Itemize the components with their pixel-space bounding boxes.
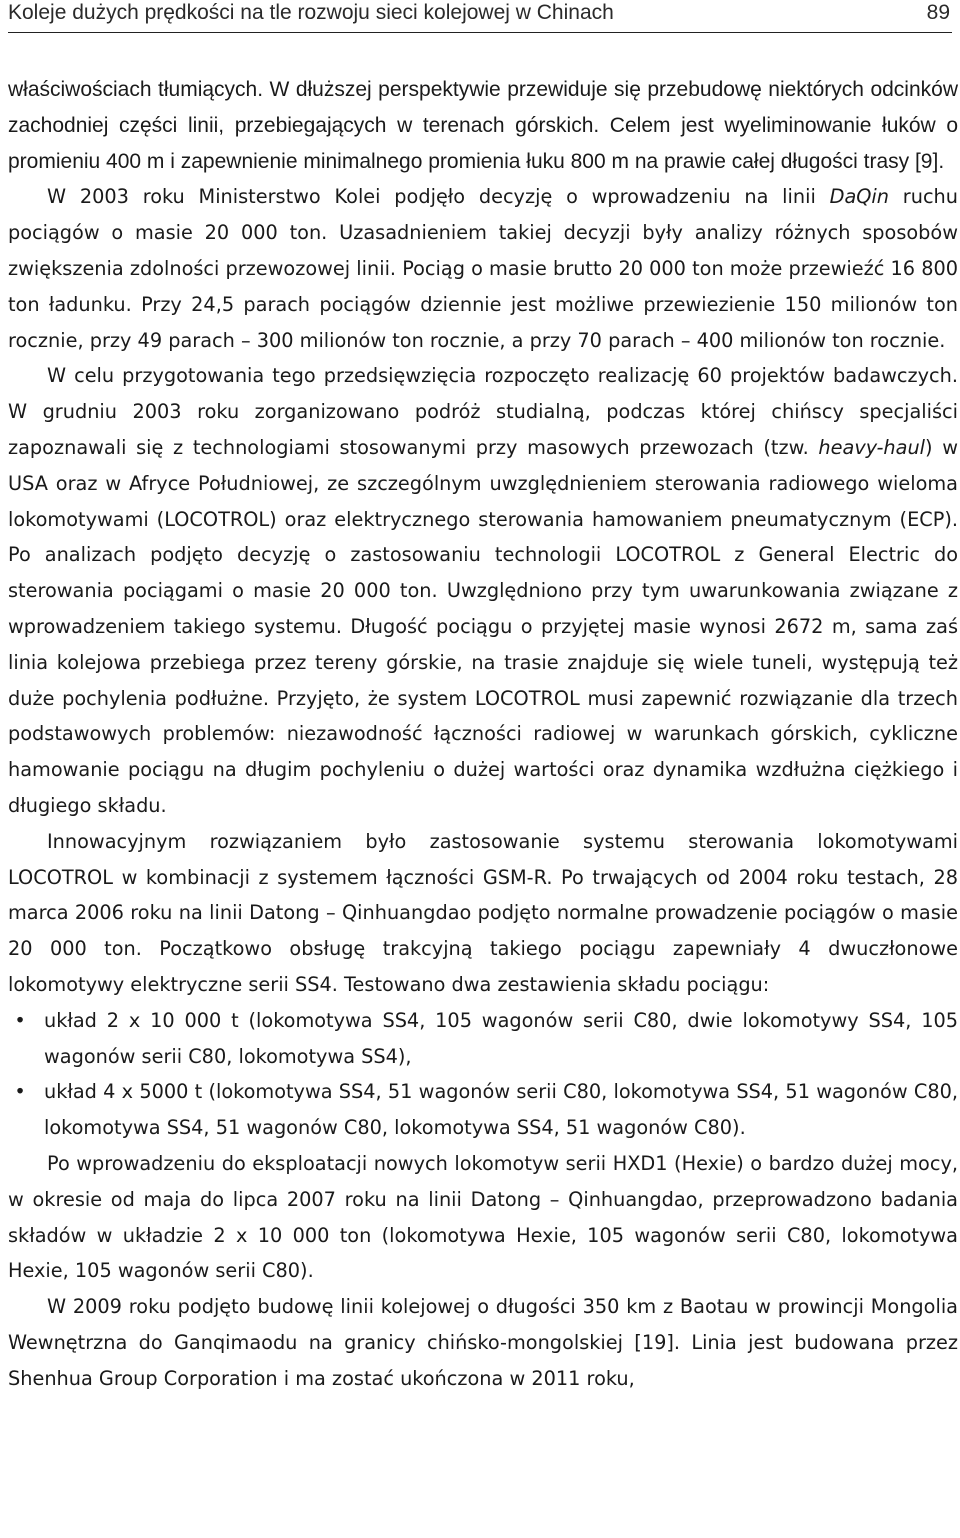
running-header bbox=[8, 0, 952, 33]
running-title: Koleje dużych prędkości na tle rozwoju sieci kolejowej w Chinach bbox=[8, 1, 614, 24]
bullet-list bbox=[8, 1003, 958, 1146]
body-text bbox=[8, 72, 958, 1396]
italic-line-name: DaQin bbox=[829, 185, 890, 209]
list-item: • układ 4 x 5000 t (lokomotywa SS4, 51 wagonów serii C80, lokomotywa SS4, 51 wagonów C80, lokomotywa SS4, 51 wagonów C80, lokomotywa SS4, 51 wagonów C80). bbox=[8, 1074, 958, 1146]
list-item: • układ 2 x 10 000 t (lokomotywa SS4, 105 wagonów serii C80, dwie lokomotywy SS4, 105 wagonów serii C80, lokomotywa SS4), bbox=[8, 1003, 958, 1075]
page-number: 89 bbox=[926, 1, 950, 24]
italic-heavy-haul: heavy-haul bbox=[818, 435, 926, 459]
paragraph-daqin: W 2003 roku Ministerstwo Kolei podjęło decyzję o wprowadzeniu na linii DaQin ruchu pociągów o masie 20 000 ton. Uzasadnieniem takiej decyzji były analizy różnych sposobów zwiększenia zdolności przewozowej linii. Pociąg o masie brutto 20 000 ton może przewieźć 16 800 ton ładunku. Przy 24,5 parach pociągów dziennie jest możliwe przewiezienie 150 milionów ton rocznie, przy 49 parach – 300 milionów ton rocznie, a przy 70 parach – 400 milionów ton rocznie. bbox=[8, 185, 958, 352]
paragraph-continuation: właściwościach tłumiących. W dłuższej perspektywie przewiduje się przebudowę niektórych odcinków zachodniej części linii, przebiegających w terenach górskich. Celem jest wyeliminowanie łuków o promieniu 400 m i zapewnienie minimalnego promienia łuku 800 m na prawie całej długości trasy [9]. bbox=[8, 78, 958, 173]
paragraph-research: W celu przygotowania tego przedsięwzięcia rozpoczęto realizację 60 projektów badawczych. W grudniu 2003 roku zorganizowano podróż studialną, podczas której chińscy specjaliści zapoznawali się z technologiami stosowanymi przy masowych przewozach (tzw. heavy-haul) w USA oraz w Afryce Południowej, ze szczególnym uwzględnieniem sterowania radiowego wieloma lokomotywami (LOCOTROL) oraz elektrycznego sterowania hamowaniem pneumatycznym (ECP). Po analizach podjęto decyzję o zastosowaniu technologii LOCOTROL z General Electric do sterowania pociągami o masie 20 000 ton. Uwzględniono przy tym uwarunkowania związane z wprowadzeniem takiego systemu. Długość pociągu o przyjętej masie wynosi 2672 m, sama zaś linia kolejowa przebiega przez tereny górskie, na trasie znajduje się wiele tuneli, występują też duże pochylenia podłużne. Przyjęto, że system LOCOTROL musi zapewnić rozwiązanie dla trzech podstawowych problemów: niezawodność łączności radiowej w warunkach górskich, cykliczne hamowanie pociągu na długim pochyleniu o dużej wartości oraz dynamika wzdłużna ciężkiego i długiego składu. bbox=[8, 364, 959, 817]
bullet-icon: • bbox=[14, 1008, 26, 1032]
paragraph-hxd1: Po wprowadzeniu do eksploatacji nowych lokomotyw serii HXD1 (Hexie) o bardzo dużej mocy, w okresie od maja do lipca 2007 roku na linii Datong – Qinhuangdao, przeprowadzono badania składów w układzie 2 x 10 000 ton (lokomotywa Hexie, 105 wagonów serii C80, lokomotywa Hexie, 105 wagonów serii C80). bbox=[8, 1151, 958, 1283]
paragraph-baotau: W 2009 roku podjęto budowę linii kolejowej o długości 350 km z Baotau w prowincji Mongolia Wewnętrzna do Ganqimaodu na granicy chińsko-mongolskiej [19]. Linia jest budowana przez Shenhua Group Corporation i ma zostać ukończona w 2011 roku, bbox=[8, 1295, 958, 1390]
bullet-icon: • bbox=[14, 1080, 26, 1104]
paragraph-innovation: Innowacyjnym rozwiązaniem było zastosowanie systemu sterowania lokomotywami LOCOTROL w kombinacji z systemem łączności GSM-R. Po trwających od 2004 roku testach, 28 marca 2006 roku na linii Datong – Qinhuangdao podjęto normalne prowadzenie pociągów o masie 20 000 ton. Początkowo obsługę trakcyjną takiego pociągu zapewniały 4 dwuczłonowe lokomotywy elektryczne serii SS4. Testowano dwa zestawienia składu pociągu: bbox=[8, 829, 958, 996]
